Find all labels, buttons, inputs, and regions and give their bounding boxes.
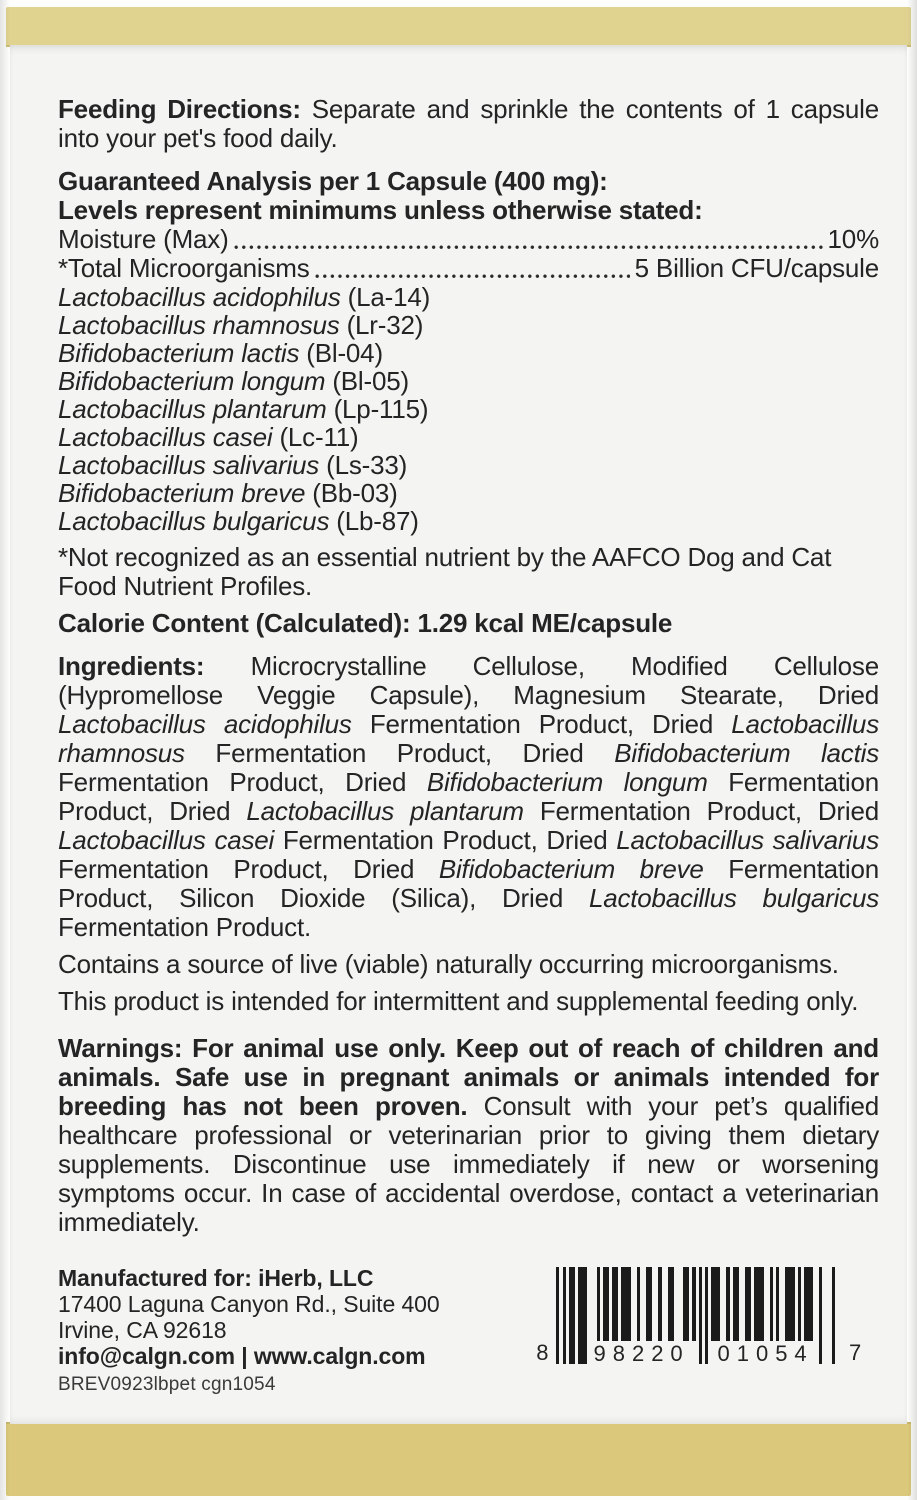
label-panel bbox=[10, 45, 907, 1424]
aafco-footnote: *Not recognized as an essential nutrient by the AAFCO Dog and Cat Food Nutrient Profiles. bbox=[58, 542, 832, 601]
barcode-digit-group-right: 01054 bbox=[717, 1341, 814, 1366]
barcode-symbol bbox=[556, 1267, 841, 1364]
text-segment: Lactobacillus rhamnosus bbox=[58, 709, 879, 768]
text-segment: Feeding Directions: bbox=[58, 94, 312, 124]
organism-row bbox=[58, 311, 879, 339]
organism-species: Lactobacillus plantarum bbox=[58, 394, 327, 424]
text-segment: Fermentation Product, Dried bbox=[58, 767, 879, 826]
text-segment: Fermentation Product, Dried bbox=[58, 854, 439, 884]
organism-strain-code: (La-14) bbox=[340, 282, 431, 312]
barcode-digit-left: 8 bbox=[536, 1340, 549, 1365]
text-segment: Fermentation Product. bbox=[58, 912, 312, 942]
analysis-value: 10% bbox=[827, 224, 879, 254]
text-segment: Fermentation Product, Dried bbox=[351, 709, 732, 739]
organism-row bbox=[58, 423, 879, 451]
text-segment: Fermentation Product, Dried bbox=[184, 738, 615, 768]
organism-strain-code: (Ls-33) bbox=[319, 450, 408, 480]
manufacturer-block bbox=[58, 1265, 440, 1398]
analysis-label: Moisture (Max) bbox=[58, 224, 229, 254]
levels-subheading: Levels represent minimums unless otherwise stated: bbox=[58, 195, 703, 225]
dot-leader bbox=[315, 274, 630, 279]
organism-strain-code: (Lp-115) bbox=[326, 394, 429, 424]
contains-statement: Contains a source of live (viable) naturally occurring microorganisms. bbox=[58, 949, 839, 979]
organism-row bbox=[58, 507, 879, 535]
manufacturer-address-line1: 17400 Laguna Canyon Rd., Suite 400 bbox=[58, 1291, 440, 1317]
guaranteed-analysis-heading: Guaranteed Analysis per 1 Capsule (400 mg): bbox=[58, 166, 608, 196]
organism-row bbox=[58, 283, 879, 311]
text-segment: Bifidobacterium longum bbox=[426, 767, 708, 797]
text-segment: Bifidobacterium lactis bbox=[614, 738, 879, 768]
organism-row bbox=[58, 339, 879, 367]
organism-strain-code: (Lc-11) bbox=[272, 422, 359, 452]
text-segment: Fermentation Product, Dried bbox=[274, 825, 617, 855]
text-segment: Fermentation Product, Silicon Dioxide (Silica), Dried bbox=[58, 854, 879, 913]
text-segment: Ingredients: bbox=[58, 651, 251, 681]
text-segment: Lactobacillus plantarum bbox=[246, 796, 524, 826]
organism-species: Bifidobacterium lactis bbox=[58, 338, 300, 368]
organism-row bbox=[58, 479, 879, 507]
organism-strain-code: (Lr-32) bbox=[339, 310, 424, 340]
dot-leader bbox=[234, 245, 823, 250]
organism-species: Lactobacillus acidophilus bbox=[58, 282, 341, 312]
manufacturer-contact: info@calgn.com | www.calgn.com bbox=[58, 1343, 426, 1369]
text-segment: Consult with your pet’s qualified healthcare professional or veterinarian prior to giving them dietary supplements. Discontinue use immediately if new or worsening symptoms occur. In case of accidental overdose, contact a veterinarian immediately. bbox=[58, 1091, 879, 1237]
feeding-directions-paragraph bbox=[58, 95, 879, 153]
intended-use-statement: This product is intended for intermittent and supplemental feeding only. bbox=[58, 986, 859, 1016]
text-segment: Lactobacillus bulgaricus bbox=[588, 883, 879, 913]
manufacturer-address-line2: Irvine, CA 92618 bbox=[58, 1317, 227, 1343]
organism-row bbox=[58, 451, 879, 479]
bottom-row bbox=[58, 1245, 879, 1398]
analysis-dotted-rows bbox=[58, 225, 879, 283]
label-revision-code: BREV0923lbpet cgn1054 bbox=[58, 1374, 276, 1395]
organism-species: Bifidobacterium longum bbox=[58, 366, 326, 396]
organism-row bbox=[58, 367, 879, 395]
barcode-digit-right: 7 bbox=[848, 1340, 861, 1365]
barcode-digit-group-left: 98220 bbox=[593, 1341, 690, 1366]
analysis-row bbox=[58, 225, 879, 254]
text-segment: Fermentation Product, Dried bbox=[523, 796, 879, 826]
manufacturer-name: Manufactured for: iHerb, LLC bbox=[58, 1265, 374, 1291]
organism-species: Lactobacillus casei bbox=[58, 422, 273, 452]
analysis-row bbox=[58, 254, 879, 283]
text-segment: Microcrystalline Cellulose, Modified Cellulose (Hypromellose Veggie Capsule), Magnesium Stearate, Dried bbox=[58, 651, 879, 710]
upc-barcode bbox=[528, 1267, 869, 1364]
text-segment: Separate and sprinkle the contents of 1 capsule into your pet's food daily. bbox=[58, 94, 879, 153]
organism-strain-code: (Bl-05) bbox=[325, 366, 409, 396]
text-segment: Bifidobacterium breve bbox=[438, 854, 704, 884]
text-segment: Lactobacillus acidophilus bbox=[58, 709, 352, 739]
analysis-value: 5 Billion CFU/capsule bbox=[634, 253, 879, 283]
organism-row bbox=[58, 395, 879, 423]
organism-list bbox=[58, 283, 879, 535]
organism-species: Lactobacillus rhamnosus bbox=[58, 310, 340, 340]
organism-species: Lactobacillus bulgaricus bbox=[58, 506, 330, 536]
organism-strain-code: (Bl-04) bbox=[299, 338, 383, 368]
calorie-content-line: Calorie Content (Calculated): 1.29 kcal ME/capsule bbox=[58, 608, 673, 638]
text-segment: Warnings: For animal use only. Keep out of reach of children and animals. Safe use in pregnant animals or animals intended for breeding has not been proven. bbox=[58, 1033, 879, 1121]
text-segment: Fermentation Product, Dried bbox=[58, 767, 427, 797]
organism-species: Bifidobacterium breve bbox=[58, 478, 306, 508]
organism-species: Lactobacillus salivarius bbox=[58, 450, 320, 480]
organism-strain-code: (Lb-87) bbox=[329, 506, 419, 536]
package-top-band bbox=[6, 7, 911, 47]
text-segment: Lactobacillus casei bbox=[58, 825, 275, 855]
analysis-label: *Total Microorganisms bbox=[58, 253, 310, 283]
organism-strain-code: (Bb-03) bbox=[305, 478, 398, 508]
text-segment: Lactobacillus salivarius bbox=[616, 825, 879, 855]
warnings-paragraph bbox=[58, 1034, 879, 1237]
ingredients-paragraph bbox=[58, 652, 879, 942]
package-bottom-band bbox=[6, 1422, 911, 1496]
barcode-bar bbox=[838, 1267, 841, 1364]
